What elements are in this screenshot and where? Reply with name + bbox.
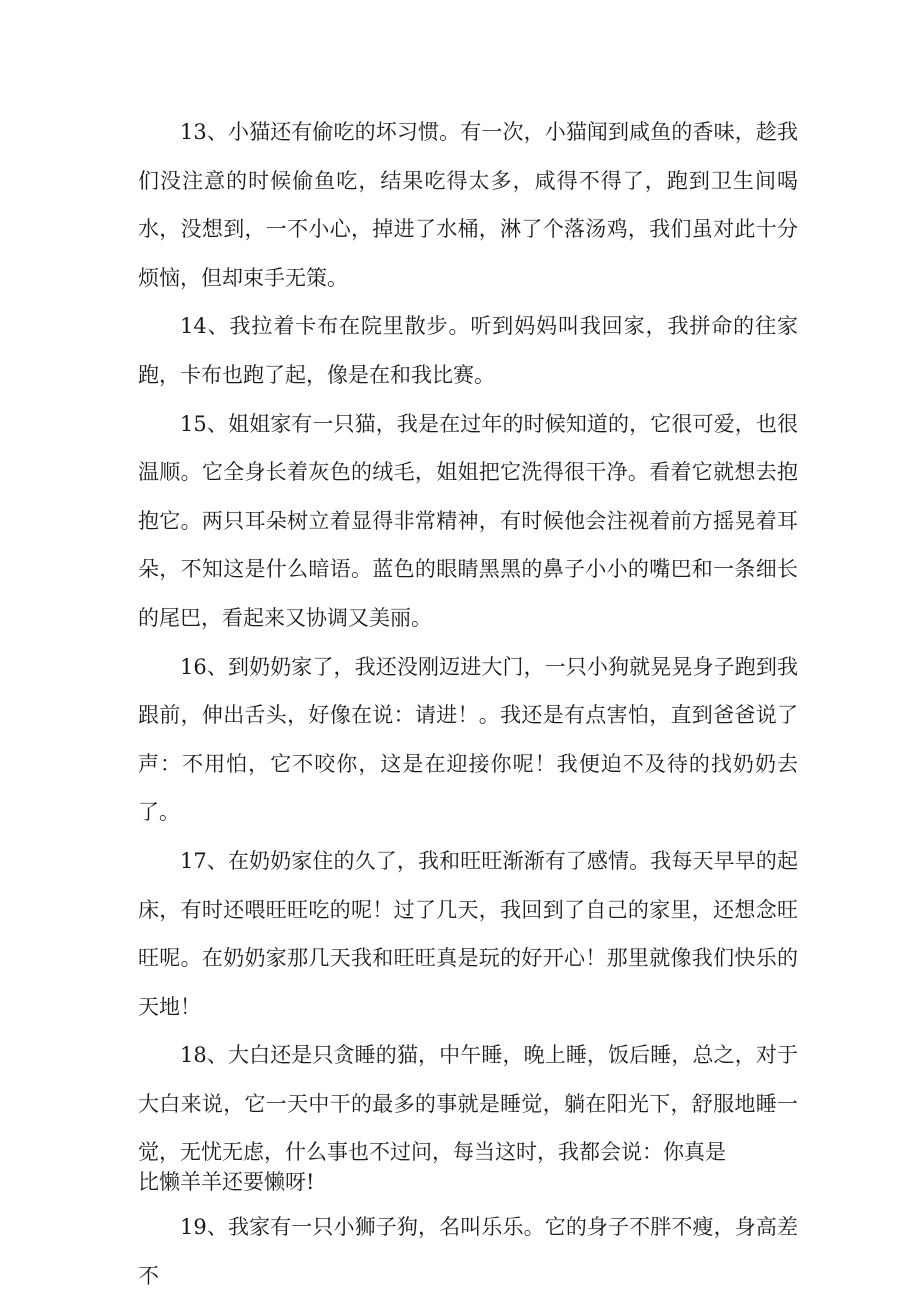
paragraph-17: 17、在奶奶家住的久了，我和旺旺渐渐有了感情。我每天早早的起床，有时还喂旺旺吃的呢！过了几天，我回到了自己的家里，还想念旺旺呢。在奶奶家那几天我和旺旺真是玩的好开心！那里就像我们快乐的天地！ xyxy=(138,848,798,1019)
paragraph-13: 13、小猫还有偷吃的坏习惯。有一次，小猫闻到咸鱼的香味，趁我们没注意的时候偷鱼吃，结果吃得太多，咸得不得了，跑到卫生间喝水，没想到，一不小心，掉进了水桶，淋了个落汤鸡，我们虽对此十分烦恼，但却束手无策。 xyxy=(138,120,798,290)
paragraph-14: 14、我拉着卡布在院里散步。听到妈妈叫我回家，我拼命的往家跑，卡布也跑了起，像是在和我比赛。 xyxy=(138,314,798,387)
paragraph-18 xyxy=(138,1031,798,1195)
document-body xyxy=(138,108,798,1300)
paragraph-15: 15、姐姐家有一只猫，我是在过年的时候知道的，它很可爱，也很温顺。它全身长着灰色的绒毛，姐姐把它洗得很干净。看着它就想去抱抱它。两只耳朵树立着显得非常精神，有时候他会注视着前方摇晃着耳朵，不知这是什么暗语。蓝色的眼睛黑黑的鼻子小小的嘴巴和一条细长的尾巴，看起来又协调又美丽。 xyxy=(138,411,798,630)
paragraph-16: 16、到奶奶家了，我还没刚迈进大门，一只小狗就晃晃身子跑到我跟前，伸出舌头，好像在说：请进！。我还是有点害怕，直到爸爸说了声：不用怕，它不咬你，这是在迎接你呢！我便迫不及待的找奶奶去了。 xyxy=(138,654,798,825)
paragraph-18-tail-wrap xyxy=(138,1169,798,1195)
paragraph-18-tail: 比懒羊羊还要懒呀! xyxy=(138,1170,315,1195)
paragraph-18-text: 18、大白还是只贪睡的猫，中午睡，晚上睡，饭后睡，总之，对于大白来说，它一天中干的最多的事就是睡觉，躺在阳光下，舒服地睡一觉，无忧无虑，什么事也不过问，每当这时，我都会说：你真是 xyxy=(138,1043,798,1165)
paragraph-19: 19、我家有一只小狮子狗，名叫乐乐。它的身子不胖不瘦，身高差不 xyxy=(138,1215,798,1288)
